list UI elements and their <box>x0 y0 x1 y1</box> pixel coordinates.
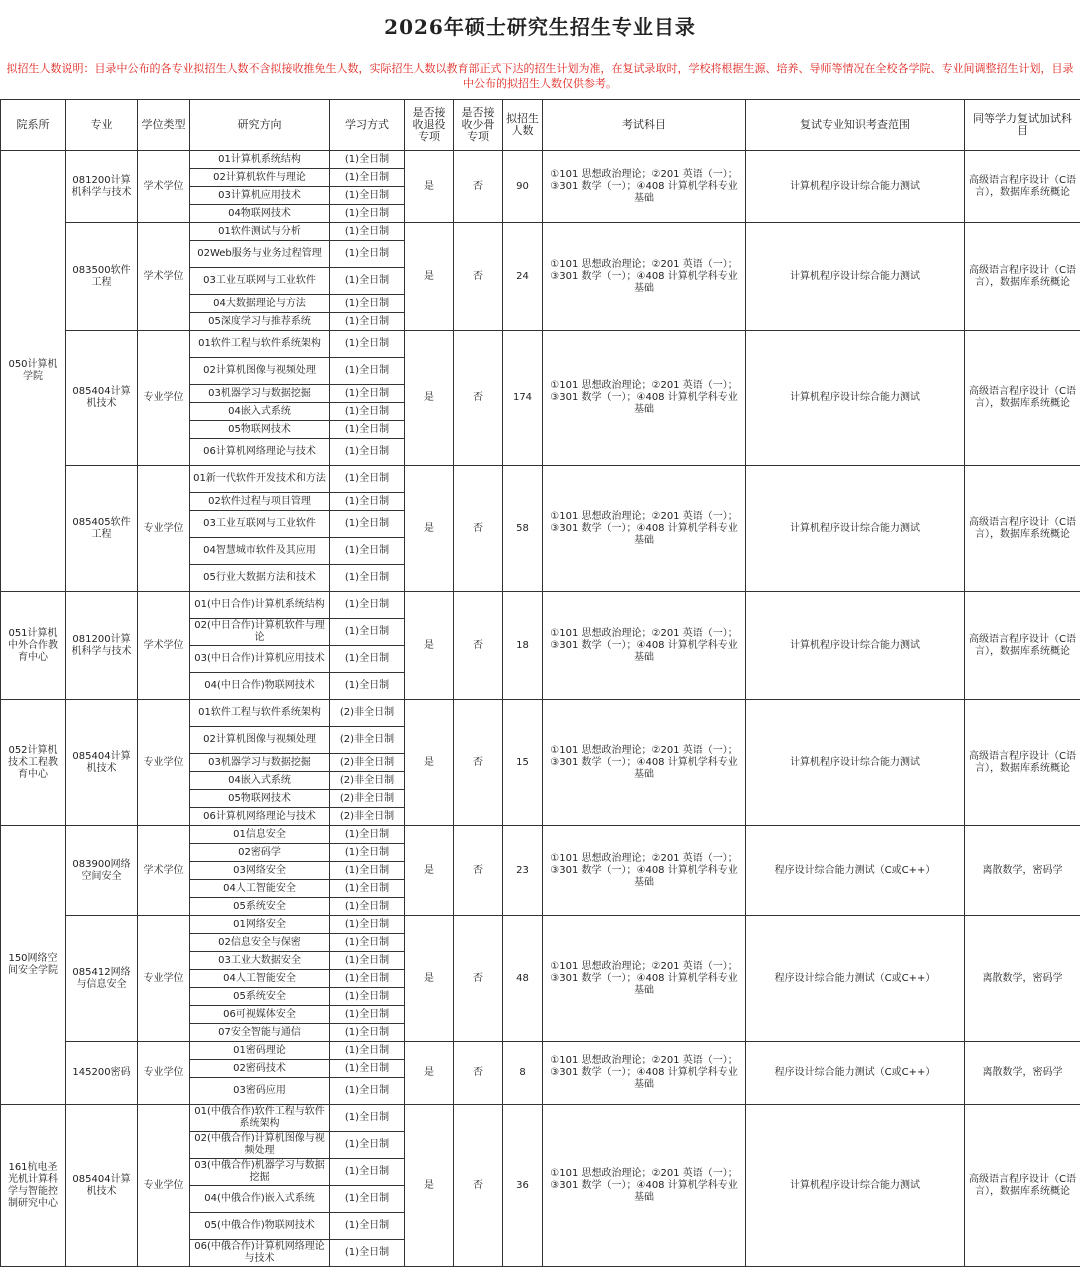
research-direction-cell: 03(中俄合作)机器学习与数据挖掘 <box>190 1159 330 1186</box>
equivalent-extra-cell: 高级语言程序设计（C语言），数据库系统概论 <box>965 700 1080 826</box>
department-cell: 150网络空间安全学院 <box>1 826 66 1105</box>
study-mode-cell: (2)非全日制 <box>330 772 405 790</box>
major-cell: 145200密码 <box>66 1042 138 1105</box>
degree-type-cell: 学术学位 <box>138 151 190 223</box>
study-mode-cell: (1)全日制 <box>330 1042 405 1060</box>
research-direction-cell: 02密码学 <box>190 844 330 862</box>
research-direction-cell: 05深度学习与推荐系统 <box>190 313 330 331</box>
research-direction-cell: 04物联网技术 <box>190 205 330 223</box>
study-mode-cell: (1)全日制 <box>330 295 405 313</box>
equivalent-extra-cell: 高级语言程序设计（C语言），数据库系统概论 <box>965 151 1080 223</box>
research-direction-cell: 04嵌入式系统 <box>190 403 330 421</box>
research-direction-cell: 04(中俄合作)嵌入式系统 <box>190 1186 330 1213</box>
research-direction-cell: 05系统安全 <box>190 988 330 1006</box>
catalog-body <box>1 151 1080 1267</box>
planned-count-cell: 36 <box>503 1105 543 1267</box>
study-mode-cell: (1)全日制 <box>330 673 405 700</box>
research-direction-cell: 01密码理论 <box>190 1042 330 1060</box>
interview-scope-cell: 计算机程序设计综合能力测试 <box>746 592 965 700</box>
research-direction-cell: 01(中日合作)计算机系统结构 <box>190 592 330 619</box>
department-cell: 052计算机技术工程教育中心 <box>1 700 66 826</box>
study-mode-cell: (1)全日制 <box>330 358 405 385</box>
exam-subjects-cell: ①101 思想政治理论；②201 英语（一）；③301 数学（一）；④408 计算机学科专业基础 <box>543 916 746 1042</box>
study-mode-cell: (1)全日制 <box>330 1186 405 1213</box>
retired-program-cell: 是 <box>405 700 454 826</box>
planned-count-cell: 24 <box>503 223 543 331</box>
exam-subjects-cell: ①101 思想政治理论；②201 英语（一）；③301 数学（一）；④408 计算机学科专业基础 <box>543 223 746 331</box>
study-mode-cell: (1)全日制 <box>330 493 405 511</box>
header-department: 院系所 <box>1 100 66 151</box>
major-cell: 085405软件工程 <box>66 466 138 592</box>
degree-type-cell: 专业学位 <box>138 916 190 1042</box>
degree-type-cell: 专业学位 <box>138 331 190 466</box>
interview-scope-cell: 计算机程序设计综合能力测试 <box>746 331 965 466</box>
minority-program-cell: 否 <box>454 592 503 700</box>
table-row <box>1 916 1080 934</box>
header-retired-program: 是否接收退役专项 <box>405 100 454 151</box>
study-mode-cell: (1)全日制 <box>330 511 405 538</box>
research-direction-cell: 03机器学习与数据挖掘 <box>190 385 330 403</box>
research-direction-cell: 04智慧城市软件及其应用 <box>190 538 330 565</box>
interview-scope-cell: 计算机程序设计综合能力测试 <box>746 700 965 826</box>
header-research-direction: 研究方向 <box>190 100 330 151</box>
research-direction-cell: 06可视媒体安全 <box>190 1006 330 1024</box>
study-mode-cell: (1)全日制 <box>330 565 405 592</box>
interview-scope-cell: 程序设计综合能力测试（C或C++） <box>746 826 965 916</box>
retired-program-cell: 是 <box>405 151 454 223</box>
header-degree-type: 学位类型 <box>138 100 190 151</box>
equivalent-extra-cell: 离散数学，密码学 <box>965 1042 1080 1105</box>
table-row <box>1 592 1080 619</box>
degree-type-cell: 专业学位 <box>138 1042 190 1105</box>
research-direction-cell: 03密码应用 <box>190 1078 330 1105</box>
retired-program-cell: 是 <box>405 592 454 700</box>
minority-program-cell: 否 <box>454 466 503 592</box>
research-direction-cell: 01(中俄合作)软件工程与软件系统架构 <box>190 1105 330 1132</box>
study-mode-cell: (1)全日制 <box>330 934 405 952</box>
research-direction-cell: 05系统安全 <box>190 898 330 916</box>
degree-type-cell: 学术学位 <box>138 592 190 700</box>
table-row <box>1 1105 1080 1132</box>
study-mode-cell: (1)全日制 <box>330 1105 405 1132</box>
table-row <box>1 1042 1080 1060</box>
retired-program-cell: 是 <box>405 223 454 331</box>
study-mode-cell: (1)全日制 <box>330 403 405 421</box>
research-direction-cell: 03(中日合作)计算机应用技术 <box>190 646 330 673</box>
study-mode-cell: (1)全日制 <box>330 862 405 880</box>
study-mode-cell: (1)全日制 <box>330 205 405 223</box>
research-direction-cell: 01信息安全 <box>190 826 330 844</box>
study-mode-cell: (1)全日制 <box>330 826 405 844</box>
study-mode-cell: (1)全日制 <box>330 880 405 898</box>
study-mode-cell: (2)非全日制 <box>330 727 405 754</box>
catalog-table <box>0 99 1080 1267</box>
research-direction-cell: 02(中日合作)计算机软件与理论 <box>190 619 330 646</box>
research-direction-cell: 06(中俄合作)计算机网络理论与技术 <box>190 1240 330 1267</box>
retired-program-cell: 是 <box>405 916 454 1042</box>
research-direction-cell: 05行业大数据方法和技术 <box>190 565 330 592</box>
major-cell: 085404计算机技术 <box>66 1105 138 1267</box>
study-mode-cell: (1)全日制 <box>330 988 405 1006</box>
study-mode-cell: (2)非全日制 <box>330 808 405 826</box>
study-mode-cell: (1)全日制 <box>330 1006 405 1024</box>
interview-scope-cell: 程序设计综合能力测试（C或C++） <box>746 1042 965 1105</box>
planned-count-cell: 15 <box>503 700 543 826</box>
major-cell: 085412网络与信息安全 <box>66 916 138 1042</box>
study-mode-cell: (1)全日制 <box>330 466 405 493</box>
major-cell: 083900网络空间安全 <box>66 826 138 916</box>
study-mode-cell: (1)全日制 <box>330 187 405 205</box>
research-direction-cell: 03计算机应用技术 <box>190 187 330 205</box>
exam-subjects-cell: ①101 思想政治理论；②201 英语（一）；③301 数学（一）；④408 计算机学科专业基础 <box>543 151 746 223</box>
equivalent-extra-cell: 高级语言程序设计（C语言），数据库系统概论 <box>965 331 1080 466</box>
interview-scope-cell: 计算机程序设计综合能力测试 <box>746 466 965 592</box>
major-cell: 083500软件工程 <box>66 223 138 331</box>
degree-type-cell: 学术学位 <box>138 826 190 916</box>
header-study-mode: 学习方式 <box>330 100 405 151</box>
department-cell: 050计算机学院 <box>1 151 66 592</box>
research-direction-cell: 05物联网技术 <box>190 421 330 439</box>
study-mode-cell: (1)全日制 <box>330 1132 405 1159</box>
minority-program-cell: 否 <box>454 1042 503 1105</box>
degree-type-cell: 专业学位 <box>138 1105 190 1267</box>
table-row <box>1 700 1080 727</box>
study-mode-cell: (1)全日制 <box>330 1024 405 1042</box>
research-direction-cell: 03工业大数据安全 <box>190 952 330 970</box>
equivalent-extra-cell: 高级语言程序设计（C语言），数据库系统概论 <box>965 592 1080 700</box>
research-direction-cell: 01计算机系统结构 <box>190 151 330 169</box>
department-cell: 051计算机中外合作教育中心 <box>1 592 66 700</box>
planned-count-cell: 58 <box>503 466 543 592</box>
planned-count-cell: 8 <box>503 1042 543 1105</box>
research-direction-cell: 04大数据理论与方法 <box>190 295 330 313</box>
equivalent-extra-cell: 高级语言程序设计（C语言），数据库系统概论 <box>965 466 1080 592</box>
major-cell: 085404计算机技术 <box>66 331 138 466</box>
research-direction-cell: 04嵌入式系统 <box>190 772 330 790</box>
exam-subjects-cell: ①101 思想政治理论；②201 英语（一）；③301 数学（一）；④408 计算机学科专业基础 <box>543 331 746 466</box>
retired-program-cell: 是 <box>405 466 454 592</box>
research-direction-cell: 03工业互联网与工业软件 <box>190 268 330 295</box>
header-row <box>1 100 1080 151</box>
study-mode-cell: (1)全日制 <box>330 970 405 988</box>
header-equivalent-extra: 同等学力复试加试科目 <box>965 100 1080 151</box>
equivalent-extra-cell: 高级语言程序设计（C语言），数据库系统概论 <box>965 223 1080 331</box>
research-direction-cell: 04(中日合作)物联网技术 <box>190 673 330 700</box>
study-mode-cell: (1)全日制 <box>330 646 405 673</box>
study-mode-cell: (1)全日制 <box>330 952 405 970</box>
minority-program-cell: 否 <box>454 331 503 466</box>
study-mode-cell: (2)非全日制 <box>330 790 405 808</box>
major-cell: 081200计算机科学与技术 <box>66 151 138 223</box>
study-mode-cell: (1)全日制 <box>330 439 405 466</box>
study-mode-cell: (1)全日制 <box>330 268 405 295</box>
retired-program-cell: 是 <box>405 331 454 466</box>
table-row <box>1 331 1080 358</box>
equivalent-extra-cell: 高级语言程序设计（C语言），数据库系统概论 <box>965 1105 1080 1267</box>
retired-program-cell: 是 <box>405 826 454 916</box>
major-cell: 085404计算机技术 <box>66 700 138 826</box>
study-mode-cell: (2)非全日制 <box>330 754 405 772</box>
exam-subjects-cell: ①101 思想政治理论；②201 英语（一）；③301 数学（一）；④408 计算机学科专业基础 <box>543 592 746 700</box>
study-mode-cell: (1)全日制 <box>330 169 405 187</box>
minority-program-cell: 否 <box>454 151 503 223</box>
table-row <box>1 223 1080 241</box>
study-mode-cell: (1)全日制 <box>330 844 405 862</box>
research-direction-cell: 02密码技术 <box>190 1060 330 1078</box>
exam-subjects-cell: ①101 思想政治理论；②201 英语（一）；③301 数学（一）；④408 计算机学科专业基础 <box>543 700 746 826</box>
study-mode-cell: (1)全日制 <box>330 1159 405 1186</box>
header-planned-count: 拟招生人数 <box>503 100 543 151</box>
planned-count-cell: 174 <box>503 331 543 466</box>
study-mode-cell: (1)全日制 <box>330 898 405 916</box>
study-mode-cell: (1)全日制 <box>330 331 405 358</box>
research-direction-cell: 05物联网技术 <box>190 790 330 808</box>
exam-subjects-cell: ①101 思想政治理论；②201 英语（一）；③301 数学（一）；④408 计算机学科专业基础 <box>543 1105 746 1267</box>
planned-count-cell: 90 <box>503 151 543 223</box>
exam-subjects-cell: ①101 思想政治理论；②201 英语（一）；③301 数学（一）；④408 计算机学科专业基础 <box>543 826 746 916</box>
research-direction-cell: 07安全智能与通信 <box>190 1024 330 1042</box>
study-mode-cell: (1)全日制 <box>330 592 405 619</box>
research-direction-cell: 01软件工程与软件系统架构 <box>190 700 330 727</box>
study-mode-cell: (1)全日制 <box>330 241 405 268</box>
minority-program-cell: 否 <box>454 826 503 916</box>
retired-program-cell: 是 <box>405 1105 454 1267</box>
interview-scope-cell: 计算机程序设计综合能力测试 <box>746 223 965 331</box>
study-mode-cell: (2)非全日制 <box>330 700 405 727</box>
study-mode-cell: (1)全日制 <box>330 538 405 565</box>
interview-scope-cell: 计算机程序设计综合能力测试 <box>746 151 965 223</box>
research-direction-cell: 01网络安全 <box>190 916 330 934</box>
study-mode-cell: (1)全日制 <box>330 1078 405 1105</box>
minority-program-cell: 否 <box>454 1105 503 1267</box>
retired-program-cell: 是 <box>405 1042 454 1105</box>
interview-scope-cell: 计算机程序设计综合能力测试 <box>746 1105 965 1267</box>
study-mode-cell: (1)全日制 <box>330 421 405 439</box>
research-direction-cell: 02计算机软件与理论 <box>190 169 330 187</box>
equivalent-extra-cell: 离散数学，密码学 <box>965 916 1080 1042</box>
research-direction-cell: 03工业互联网与工业软件 <box>190 511 330 538</box>
study-mode-cell: (1)全日制 <box>330 223 405 241</box>
research-direction-cell: 06计算机网络理论与技术 <box>190 808 330 826</box>
study-mode-cell: (1)全日制 <box>330 1213 405 1240</box>
enrollment-note: 拟招生人数说明：目录中公布的各专业拟招生人数不含拟接收推免生人数，实际招生人数以教育部正式下达的招生计划为准，在复试录取时，学校将根据生源、培养、导师等情况在全校各学院、专业间调整招生计划，目录中公布的拟招生人数仅供参考。 <box>0 56 1080 96</box>
degree-type-cell: 专业学位 <box>138 466 190 592</box>
research-direction-cell: 01新一代软件开发技术和方法 <box>190 466 330 493</box>
study-mode-cell: (1)全日制 <box>330 385 405 403</box>
research-direction-cell: 05(中俄合作)物联网技术 <box>190 1213 330 1240</box>
study-mode-cell: (1)全日制 <box>330 916 405 934</box>
planned-count-cell: 18 <box>503 592 543 700</box>
interview-scope-cell: 程序设计综合能力测试（C或C++） <box>746 916 965 1042</box>
header-minority-program: 是否接收少骨专项 <box>454 100 503 151</box>
planned-count-cell: 23 <box>503 826 543 916</box>
research-direction-cell: 02Web服务与业务过程管理 <box>190 241 330 268</box>
research-direction-cell: 02软件过程与项目管理 <box>190 493 330 511</box>
exam-subjects-cell: ①101 思想政治理论；②201 英语（一）；③301 数学（一）；④408 计算机学科专业基础 <box>543 1042 746 1105</box>
research-direction-cell: 02计算机图像与视频处理 <box>190 358 330 385</box>
degree-type-cell: 学术学位 <box>138 223 190 331</box>
research-direction-cell: 04人工智能安全 <box>190 970 330 988</box>
study-mode-cell: (1)全日制 <box>330 151 405 169</box>
table-row <box>1 826 1080 844</box>
research-direction-cell: 01软件工程与软件系统架构 <box>190 331 330 358</box>
study-mode-cell: (1)全日制 <box>330 1060 405 1078</box>
major-cell: 081200计算机科学与技术 <box>66 592 138 700</box>
study-mode-cell: (1)全日制 <box>330 1240 405 1267</box>
table-row <box>1 151 1080 169</box>
degree-type-cell: 专业学位 <box>138 700 190 826</box>
study-mode-cell: (1)全日制 <box>330 619 405 646</box>
research-direction-cell: 02信息安全与保密 <box>190 934 330 952</box>
minority-program-cell: 否 <box>454 916 503 1042</box>
planned-count-cell: 48 <box>503 916 543 1042</box>
department-cell: 161杭电圣光机计算科学与智能控制研究中心 <box>1 1105 66 1267</box>
header-interview-scope: 复试专业知识考查范围 <box>746 100 965 151</box>
research-direction-cell: 04人工智能安全 <box>190 880 330 898</box>
minority-program-cell: 否 <box>454 223 503 331</box>
page-title: 2026年硕士研究生招生专业目录 <box>0 0 1080 55</box>
header-major: 专业 <box>66 100 138 151</box>
research-direction-cell: 02(中俄合作)计算机图像与视频处理 <box>190 1132 330 1159</box>
minority-program-cell: 否 <box>454 700 503 826</box>
research-direction-cell: 06计算机网络理论与技术 <box>190 439 330 466</box>
study-mode-cell: (1)全日制 <box>330 313 405 331</box>
header-exam-subjects: 考试科目 <box>543 100 746 151</box>
exam-subjects-cell: ①101 思想政治理论；②201 英语（一）；③301 数学（一）；④408 计算机学科专业基础 <box>543 466 746 592</box>
equivalent-extra-cell: 离散数学，密码学 <box>965 826 1080 916</box>
research-direction-cell: 03机器学习与数据挖掘 <box>190 754 330 772</box>
research-direction-cell: 03网络安全 <box>190 862 330 880</box>
table-row <box>1 466 1080 493</box>
research-direction-cell: 01软件测试与分析 <box>190 223 330 241</box>
research-direction-cell: 02计算机图像与视频处理 <box>190 727 330 754</box>
